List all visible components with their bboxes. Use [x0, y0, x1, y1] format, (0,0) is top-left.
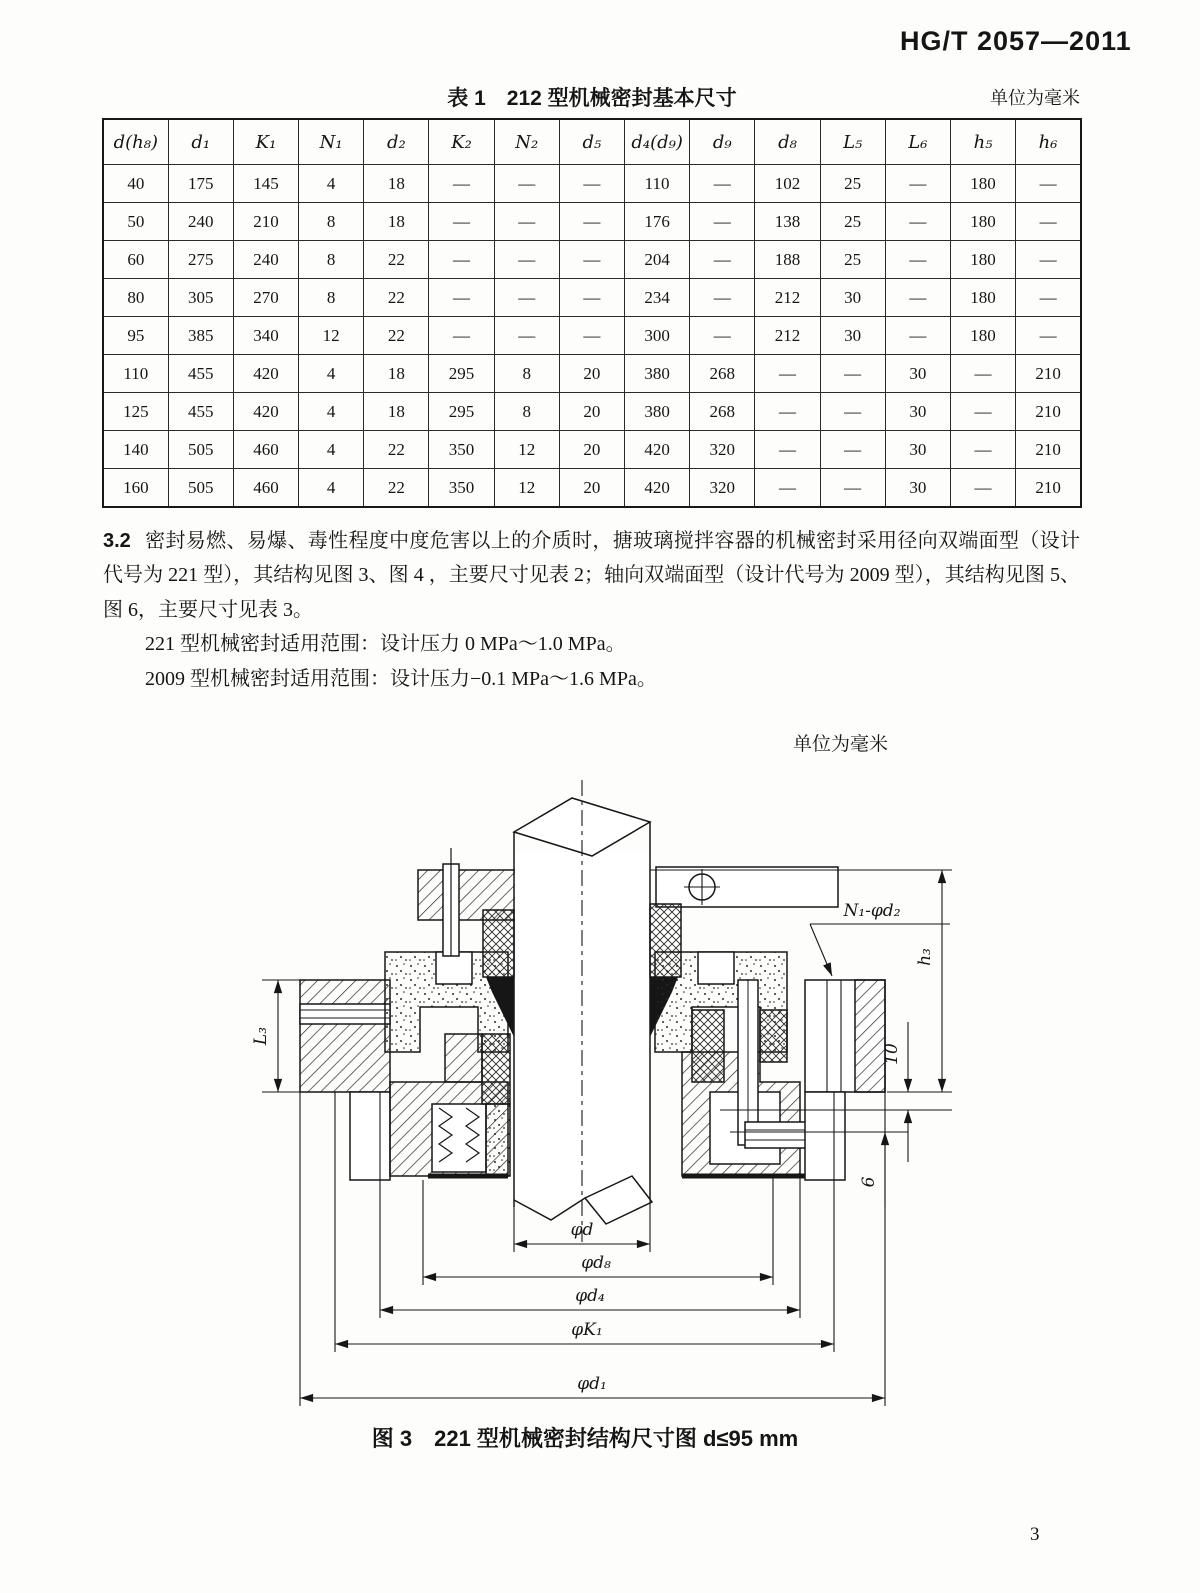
table-title: 表 1 212 型机械密封基本尺寸 — [447, 87, 737, 110]
table-cell: — — [559, 241, 624, 279]
table-cell: 4 — [299, 469, 364, 508]
figure-caption: 图 3 221 型机械密封结构尺寸图 d≤95 mm — [371, 1426, 799, 1451]
table-cell: 175 — [168, 165, 233, 203]
table-cell: 140 — [103, 431, 168, 469]
dimension-table — [102, 118, 1082, 508]
table-cell: 420 — [625, 469, 690, 508]
dim-label-6: 6 — [859, 1176, 879, 1188]
section-number: 3.2 — [103, 530, 131, 552]
table-cell: 25 — [820, 241, 885, 279]
table-row — [103, 203, 1081, 241]
table-cell: 8 — [494, 393, 559, 431]
table-row — [103, 165, 1081, 203]
table-cell: 210 — [1016, 469, 1081, 508]
table-cell: — — [690, 241, 755, 279]
table-cell: 505 — [168, 431, 233, 469]
table-cell: — — [885, 165, 950, 203]
table-cell: 320 — [690, 469, 755, 508]
table-cell: 160 — [103, 469, 168, 508]
table-cell: 8 — [494, 355, 559, 393]
document-code: HG/T 2057—2011 — [900, 26, 1132, 56]
table-cell: 300 — [625, 317, 690, 355]
table-cell: 4 — [299, 165, 364, 203]
table-cell: 340 — [233, 317, 298, 355]
table-cell: 240 — [233, 241, 298, 279]
dim-label-phi-d1: φd₁ — [577, 1374, 607, 1394]
table-cell: 30 — [885, 393, 950, 431]
table-header-cell: d₈ — [755, 119, 820, 165]
dim-label-phi-d4: φd₄ — [575, 1286, 605, 1306]
table-cell: 270 — [233, 279, 298, 317]
table-cell: — — [494, 165, 559, 203]
table-row — [103, 469, 1081, 508]
table-cell: 210 — [233, 203, 298, 241]
table-cell: 305 — [168, 279, 233, 317]
table-cell: 30 — [820, 279, 885, 317]
table-cell: — — [494, 279, 559, 317]
table-cell: 30 — [820, 317, 885, 355]
table-cell: 22 — [364, 431, 429, 469]
section-body-text: 密封易燃、易爆、毒性程度中度危害以上的介质时，搪玻璃搅拌容器的机械密封采用径向双端面型（设计代号为 221 型），其结构见图 3、图 4 ，主要尺寸见表 2；轴向双端面型（设计代号为 2009 型），其结构见图 5、图 6，主要尺寸见表 3。 — [103, 530, 1080, 621]
table-cell: 460 — [233, 469, 298, 508]
table-cell: — — [950, 355, 1015, 393]
table-row — [103, 355, 1081, 393]
table-cell: 8 — [299, 203, 364, 241]
dim-label-phi-k1: φK₁ — [571, 1320, 603, 1340]
table-cell: 8 — [299, 279, 364, 317]
table-cell: — — [1016, 241, 1081, 279]
dim-label-10: 10 — [882, 1043, 902, 1065]
table-cell: — — [494, 203, 559, 241]
table-cell: 12 — [299, 317, 364, 355]
table-cell: — — [885, 317, 950, 355]
table-cell: — — [1016, 317, 1081, 355]
table-cell: 18 — [364, 355, 429, 393]
table-title-row — [102, 82, 1082, 110]
table-cell: 102 — [755, 165, 820, 203]
section-3-2 — [103, 524, 1080, 696]
table-cell: 240 — [168, 203, 233, 241]
table-header-cell: d(h₈) — [103, 119, 168, 165]
table-cell: 180 — [950, 165, 1015, 203]
table-row — [103, 393, 1081, 431]
table-header-cell: L₆ — [885, 119, 950, 165]
table-cell: — — [755, 431, 820, 469]
table-cell: 20 — [559, 393, 624, 431]
table-cell: 30 — [885, 469, 950, 508]
table-cell: 4 — [299, 355, 364, 393]
table-cell: — — [820, 393, 885, 431]
table-cell: — — [494, 241, 559, 279]
table-header-cell: d₄(d₉) — [625, 119, 690, 165]
table-cell: — — [559, 165, 624, 203]
table-cell: 60 — [103, 241, 168, 279]
table-cell: 110 — [625, 165, 690, 203]
table-header-cell: N₂ — [494, 119, 559, 165]
table-cell: 30 — [885, 431, 950, 469]
table-header-cell: d₂ — [364, 119, 429, 165]
table-header-cell: d₁ — [168, 119, 233, 165]
table-header-cell: N₁ — [299, 119, 364, 165]
table-cell: 4 — [299, 431, 364, 469]
table-cell: — — [950, 431, 1015, 469]
dim-label-phi-d8: φd₈ — [581, 1253, 611, 1273]
table-cell: 180 — [950, 241, 1015, 279]
table-cell: 22 — [364, 241, 429, 279]
table-cell: 110 — [103, 355, 168, 393]
table-cell: 212 — [755, 317, 820, 355]
table-cell: 40 — [103, 165, 168, 203]
table-cell: — — [885, 241, 950, 279]
table-cell: 12 — [494, 431, 559, 469]
table-header-cell: L₅ — [820, 119, 885, 165]
table-cell: 210 — [1016, 355, 1081, 393]
table-cell: 8 — [299, 241, 364, 279]
table-cell: — — [559, 203, 624, 241]
table-cell: 295 — [429, 355, 494, 393]
table-cell: 50 — [103, 203, 168, 241]
table-cell: — — [690, 165, 755, 203]
table-cell: 12 — [494, 469, 559, 508]
table-cell: 25 — [820, 203, 885, 241]
table-cell: — — [429, 165, 494, 203]
table-cell: 138 — [755, 203, 820, 241]
table-cell: 20 — [559, 431, 624, 469]
table-cell: 350 — [429, 469, 494, 508]
dim-label-l3: L₃ — [251, 1026, 271, 1046]
table-cell: — — [559, 317, 624, 355]
table-cell: — — [755, 393, 820, 431]
table-cell: 95 — [103, 317, 168, 355]
figure-unit-note: 单位为毫米 — [793, 734, 889, 755]
table-cell: — — [690, 203, 755, 241]
table-header-cell: h₆ — [1016, 119, 1081, 165]
section-paragraph — [103, 524, 1080, 627]
table-header-cell: K₂ — [429, 119, 494, 165]
dim-label-h3: h₃ — [915, 948, 935, 966]
dim-label-n1-phi-d2: N₁-φd₂ — [843, 901, 901, 921]
table-cell: 268 — [690, 393, 755, 431]
table-cell: 420 — [625, 431, 690, 469]
table-cell: 188 — [755, 241, 820, 279]
table-cell: 20 — [559, 355, 624, 393]
table-cell: 80 — [103, 279, 168, 317]
table-cell: 22 — [364, 317, 429, 355]
table-cell: 22 — [364, 279, 429, 317]
table-cell: 295 — [429, 393, 494, 431]
table-row — [103, 241, 1081, 279]
table-cell: 380 — [625, 355, 690, 393]
table-unit-note: 单位为毫米 — [990, 88, 1080, 108]
table-cell: 18 — [364, 393, 429, 431]
figure-3-diagram — [240, 752, 960, 1412]
table-cell: 180 — [950, 317, 1015, 355]
table-cell: 420 — [233, 393, 298, 431]
table-cell: — — [820, 469, 885, 508]
table-cell: — — [559, 279, 624, 317]
table-cell: 210 — [1016, 393, 1081, 431]
table-cell: — — [950, 393, 1015, 431]
table-row — [103, 317, 1081, 355]
range-line-2009: 2009 型机械密封适用范围：设计压力−0.1 MPa～1.6 MPa。 — [145, 667, 657, 690]
table-cell: 420 — [233, 355, 298, 393]
table-cell: 145 — [233, 165, 298, 203]
table-cell: — — [1016, 165, 1081, 203]
table-cell: — — [690, 317, 755, 355]
table-cell: — — [885, 279, 950, 317]
table-cell: 385 — [168, 317, 233, 355]
table-cell: — — [429, 241, 494, 279]
table-cell: — — [820, 355, 885, 393]
table-cell: 180 — [950, 203, 1015, 241]
table-cell: — — [755, 355, 820, 393]
table-cell: 505 — [168, 469, 233, 508]
table-cell: 320 — [690, 431, 755, 469]
range-line-221: 221 型机械密封适用范围：设计压力 0 MPa～1.0 MPa。 — [145, 633, 626, 656]
agitator-shaft — [514, 798, 652, 1224]
table-cell: 234 — [625, 279, 690, 317]
dim-label-phi-d: φd — [570, 1220, 594, 1240]
table-cell: 180 — [950, 279, 1015, 317]
table-cell: 18 — [364, 203, 429, 241]
table-cell: 460 — [233, 431, 298, 469]
table-cell: 22 — [364, 469, 429, 508]
table-cell: 25 — [820, 165, 885, 203]
table-row — [103, 279, 1081, 317]
table-cell: 176 — [625, 203, 690, 241]
page-number: 3 — [1030, 1524, 1040, 1545]
table-cell: — — [820, 431, 885, 469]
table-cell: — — [429, 203, 494, 241]
table-header-row — [103, 119, 1081, 165]
table-cell: 20 — [559, 469, 624, 508]
table-cell: — — [1016, 203, 1081, 241]
table-cell: — — [1016, 279, 1081, 317]
table-cell: 125 — [103, 393, 168, 431]
table-cell: 210 — [1016, 431, 1081, 469]
table-cell: — — [950, 469, 1015, 508]
table-cell: 455 — [168, 355, 233, 393]
table-cell: 455 — [168, 393, 233, 431]
table-header-cell: d₉ — [690, 119, 755, 165]
table-cell: 18 — [364, 165, 429, 203]
table-cell: — — [690, 279, 755, 317]
table-cell: 275 — [168, 241, 233, 279]
table-cell: — — [755, 469, 820, 508]
table-cell: 380 — [625, 393, 690, 431]
table-cell: 4 — [299, 393, 364, 431]
table-header-cell: d₅ — [559, 119, 624, 165]
table-cell: 350 — [429, 431, 494, 469]
table-cell: — — [885, 203, 950, 241]
table-header-cell: K₁ — [233, 119, 298, 165]
table-cell: — — [494, 317, 559, 355]
table-cell: 204 — [625, 241, 690, 279]
table-cell: — — [429, 279, 494, 317]
left-seal-assembly — [300, 848, 518, 1180]
table-cell: 268 — [690, 355, 755, 393]
table-cell: — — [429, 317, 494, 355]
table-cell: 30 — [885, 355, 950, 393]
table-header-cell: h₅ — [950, 119, 1015, 165]
table-cell: 212 — [755, 279, 820, 317]
table-row — [103, 431, 1081, 469]
